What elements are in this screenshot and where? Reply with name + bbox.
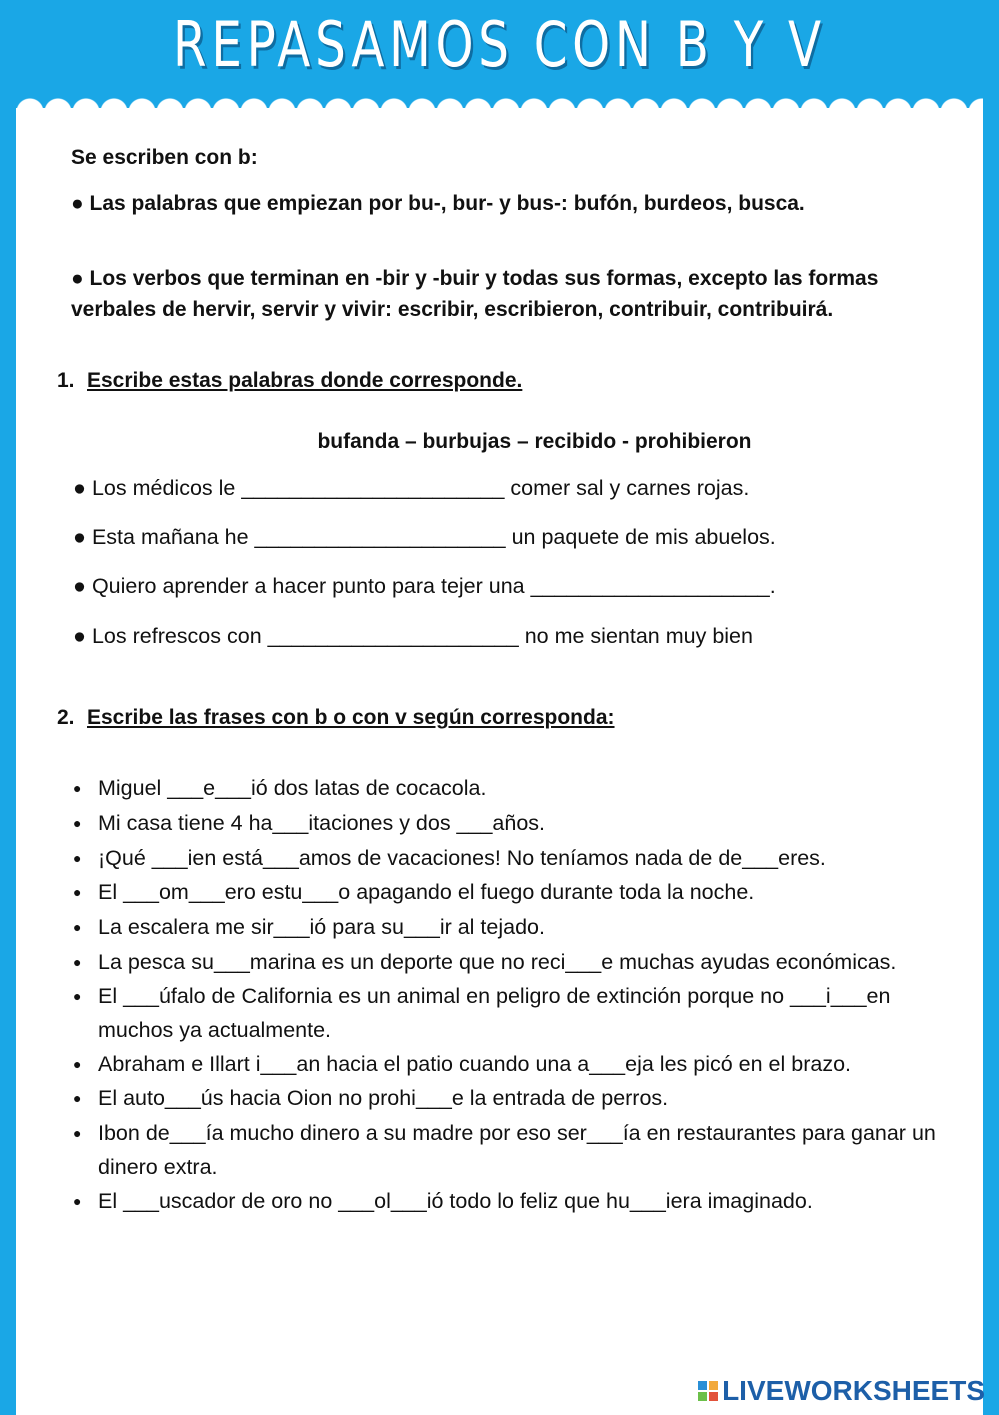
list-item[interactable] xyxy=(73,910,963,945)
rule-item: ● Las palabras que empiezan por bu-, bur- y bus-: bufón, burdeos, busca. xyxy=(71,192,805,215)
list-item[interactable] xyxy=(73,1116,963,1184)
list-item[interactable] xyxy=(73,1184,963,1218)
logo-text: LIVEWORKSHEETS xyxy=(722,1375,985,1406)
bullet: ● xyxy=(73,1056,82,1072)
list-item-text: Ibon de___ía mucho dinero a su madre por eso ser___ía en restaurantes para ganar un dinero extra. xyxy=(98,1121,936,1179)
fill-sentence[interactable]: ● Esta mañana he _____________________ un paquete de mis abuelos. xyxy=(73,525,776,549)
bullet: ● xyxy=(73,1125,82,1141)
list-item[interactable] xyxy=(73,979,963,1047)
bullet: ● xyxy=(73,780,82,796)
fill-sentence[interactable]: ● Los refrescos con _____________________ no me sientan muy bien xyxy=(73,624,753,648)
list-item-text: Abraham e Illart i___an hacia el patio cuando una a___eja les picó en el brazo. xyxy=(98,1052,852,1076)
list-item[interactable] xyxy=(73,945,963,979)
list-item[interactable] xyxy=(73,875,963,910)
list-item-text: El auto___ús hacia Oion no prohi___e la entrada de perros. xyxy=(98,1086,669,1110)
list-item-text: ¡Qué ___ien está___amos de vacaciones! No teníamos nada de de___eres. xyxy=(98,846,826,870)
exercise2-heading xyxy=(57,706,615,730)
liveworksheets-logo[interactable] xyxy=(698,1375,985,1407)
bullet: ● xyxy=(73,919,82,935)
bullet: ● xyxy=(73,1090,82,1106)
bullet: ● xyxy=(73,850,82,866)
exercise1-title: Escribe estas palabras donde corresponde. xyxy=(87,369,523,392)
exercise2-number: 2. xyxy=(57,706,75,729)
exercise2-list xyxy=(73,771,963,1218)
list-item-text: El ___om___ero estu___o apagando el fuego durante toda la noche. xyxy=(98,880,755,904)
list-item-text: La pesca su___marina es un deporte que no reci___e muchas ayudas económicas. xyxy=(98,950,897,974)
list-item[interactable] xyxy=(73,806,963,841)
fill-sentence[interactable]: ● Quiero aprender a hacer punto para tejer una ____________________. xyxy=(73,574,776,598)
header-banner xyxy=(0,0,999,100)
logo-grid-icon xyxy=(698,1381,718,1401)
list-item-text: Mi casa tiene 4 ha___itaciones y dos ___años. xyxy=(98,811,546,835)
list-item[interactable] xyxy=(73,1047,963,1081)
bullet: ● xyxy=(73,884,82,900)
fill-sentence[interactable]: ● Los médicos le ______________________ comer sal y carnes rojas. xyxy=(73,476,750,500)
bullet: ● xyxy=(73,1193,82,1209)
list-item-text: La escalera me sir___ió para su___ir al tejado. xyxy=(98,915,545,939)
rule-item: ● Los verbos que terminan en -bir y -buir y todas sus formas, excepto las formas verbales de hervir, servir y vivir: escribir, escribieron, contribuir, contribuirá. xyxy=(71,267,879,321)
exercise1-heading xyxy=(57,369,523,393)
bullet: ● xyxy=(73,954,82,970)
list-item-text: El ___uscador de oro no ___ol___ió todo lo feliz que hu___iera imaginado. xyxy=(98,1189,813,1213)
list-item[interactable] xyxy=(73,841,963,875)
list-item-text: El ___úfalo de California es un animal en peligro de extinción porque no ___i___en muchos ya actualmente. xyxy=(98,984,891,1042)
word-bank: bufanda – burbujas – recibido - prohibieron xyxy=(317,430,752,453)
list-item[interactable] xyxy=(73,771,963,806)
scalloped-edge xyxy=(16,88,983,112)
exercise2-title: Escribe las frases con b o con v según corresponda: xyxy=(87,706,615,729)
rules-title: Se escriben con b: xyxy=(71,146,258,169)
page-title: REPASAMOS CON B Y V xyxy=(173,8,826,81)
bullet: ● xyxy=(73,988,82,1004)
list-item-text: Miguel ___e___ió dos latas de cocacola. xyxy=(98,776,487,800)
exercise1-number: 1. xyxy=(57,369,75,392)
list-item[interactable] xyxy=(73,1081,963,1116)
bullet: ● xyxy=(73,815,82,831)
